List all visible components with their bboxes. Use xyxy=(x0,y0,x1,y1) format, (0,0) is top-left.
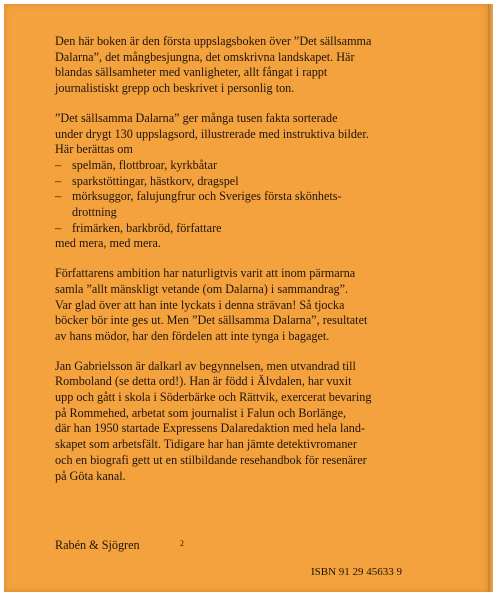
facts-line: under drygt 130 uppslagsord, illustrerade med instruktiva bilder. xyxy=(55,126,369,141)
list-item-text: spelmän, flottbroar, kyrkbåtar xyxy=(72,157,218,172)
ambition-line: av hans mödor, har den fördelen att inte tynga i bagaget. xyxy=(55,328,330,343)
intro-line: blandas sällsamheter med vanligheter, allt fångat i rappt xyxy=(55,65,328,80)
page-number: 2 xyxy=(180,539,184,548)
author-line: skapet som arbetsfält. Tidigare har han jämte detektivromaner xyxy=(55,437,357,452)
ambition-line: Var glad över att han inte lyckats i denna strävan! Så tjocka xyxy=(55,297,345,312)
list-item-continuation xyxy=(55,205,445,221)
facts-line: Här berättas om xyxy=(55,142,133,157)
intro-line: Dalarna”, det mångbesjungna, det omskrivna landskapet. Här xyxy=(55,49,355,64)
author-line: där han 1950 startade Expressens Dalaredaktion med hela land- xyxy=(55,421,365,436)
author-line: Jan Gabrielsson är dalkarl av begynnelsen, men utvandrad till xyxy=(55,358,356,373)
ambition-line: böcker bör inte ges ut. Men ”Det sällsamma Dalarna”, resultatet xyxy=(55,313,368,328)
list-item-text: drottning xyxy=(72,205,117,220)
list-dash: – xyxy=(55,157,62,172)
list-item-text: sparkstöttingar, hästkorv, dragspel xyxy=(72,173,239,188)
blurb-text xyxy=(55,34,445,498)
ambition-line: samla ”allt mänskligt vetande (om Dalarna) i sammandrag”. xyxy=(55,281,349,296)
author-line: upp och gått i skola i Söderbärke och Rättvik, exercerat bevaring xyxy=(55,390,372,405)
intro-line: journalistiskt grepp och beskrivet i personlig ton. xyxy=(55,81,295,96)
list-item-text: frimärken, barkbröd, författare xyxy=(72,220,222,235)
book-back-cover xyxy=(4,4,488,592)
author-line: Romboland (se detta ord!). Han är född i Älvdalen, har vuxit xyxy=(55,374,352,389)
intro-paragraph xyxy=(55,34,445,97)
list-dash: – xyxy=(55,189,62,204)
ambition-paragraph xyxy=(55,266,445,345)
author-paragraph xyxy=(55,359,445,485)
publisher-name: Rabén & Sjögren xyxy=(55,538,140,552)
ambition-line: Författarens ambition har naturligtvis varit att inom pärmarna xyxy=(55,266,356,281)
cover-edge xyxy=(488,4,493,592)
list-item xyxy=(55,221,445,237)
facts-paragraph xyxy=(55,111,445,252)
facts-line: ”Det sällsamma Dalarna” ger många tusen fakta sorterade xyxy=(55,110,338,125)
intro-line: Den här boken är den första uppslagsboken över ”Det sällsamma xyxy=(55,34,372,48)
list-dash: – xyxy=(55,173,62,188)
list-item xyxy=(55,189,445,205)
author-line: på Rommehed, arbetat som journalist i Falun och Borlänge, xyxy=(55,405,347,420)
author-line: och en biografi gett ut en stilbildande resehandbok för resenärer xyxy=(55,452,367,467)
list-dash: – xyxy=(55,220,62,235)
list-item xyxy=(55,174,445,190)
list-end: med mera, med mera. xyxy=(55,236,161,251)
list-item-text: mörksuggor, falujungfrur och Sveriges första skönhets- xyxy=(72,189,342,204)
author-line: på Göta kanal. xyxy=(55,468,126,483)
isbn-number: ISBN 91 29 45633 9 xyxy=(311,566,403,578)
list-item xyxy=(55,158,445,174)
